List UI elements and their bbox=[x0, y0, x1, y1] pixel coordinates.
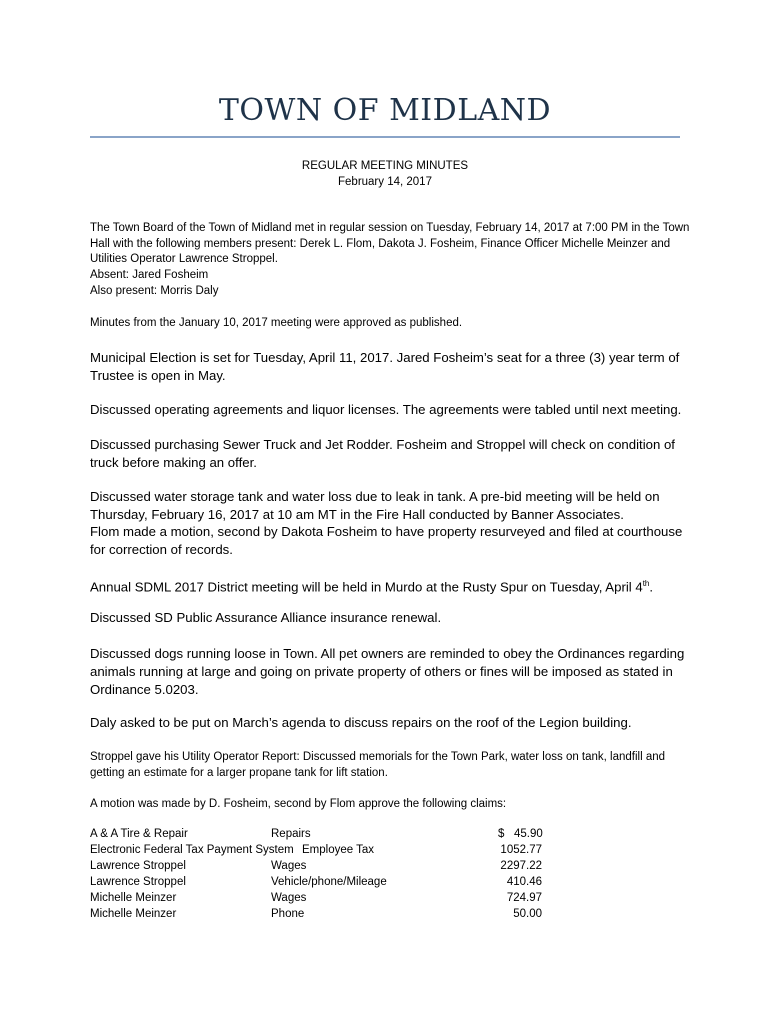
claim-row bbox=[90, 876, 550, 892]
claim-amount: 50.00 bbox=[513, 908, 542, 920]
claim-description: Vehicle/phone/Mileage bbox=[271, 876, 387, 888]
claim-description: Phone bbox=[271, 908, 305, 920]
document-subtitle: REGULAR MEETING MINUTES bbox=[301, 160, 469, 172]
sdml-text: Annual SDML 2017 District meeting will be held in Murdo at the Rusty Spur on Tuesday, April 4 bbox=[90, 579, 643, 595]
claim-payee: Michelle Meinzer bbox=[90, 908, 177, 920]
sdml-paragraph bbox=[90, 575, 690, 596]
claim-payee: A & A Tire & Repair bbox=[90, 828, 188, 840]
daly-paragraph: Daly asked to be put on March’s agenda to discuss repairs on the roof of the Legion building. bbox=[90, 715, 632, 730]
election-paragraph: Municipal Election is set for Tuesday, April 11, 2017. Jared Fosheim’s seat for a three (3) year term of Trustee is open in May. bbox=[90, 350, 680, 383]
absent-line: Absent: Jared Fosheim bbox=[90, 269, 209, 281]
claim-description: Wages bbox=[271, 860, 307, 872]
claim-row bbox=[90, 892, 550, 908]
title-divider bbox=[90, 136, 680, 138]
claim-payee: Lawrence Stroppel bbox=[90, 876, 186, 888]
dogs-paragraph: Discussed dogs running loose in Town. All pet owners are reminded to obey the Ordinances regarding animals running at large and going on private property of others or fines will be imposed as stated in Ordinance 5.0203. bbox=[90, 646, 685, 697]
claim-row bbox=[90, 860, 550, 876]
claim-description: Employee Tax bbox=[302, 844, 375, 856]
claim-description: Wages bbox=[271, 892, 307, 904]
water-storage-paragraph: Discussed water storage tank and water loss due to leak in tank. A pre-bid meeting will be held on Thursday, February 16, 2017 at 10 am MT in the Fire Hall conducted by Banner Associates. bbox=[90, 489, 660, 522]
property-motion-paragraph: Flom made a motion, second by Dakota Fosheim to have property resurveyed and filed at courthouse for correction of records. bbox=[90, 524, 683, 557]
claim-payee: Electronic Federal Tax Payment System bbox=[90, 844, 294, 856]
sewer-truck-paragraph: Discussed purchasing Sewer Truck and Jet Rodder. Fosheim and Stroppel will check on condition of truck before making an offer. bbox=[90, 437, 675, 470]
claim-row bbox=[90, 844, 550, 860]
sdml-period: . bbox=[649, 579, 654, 595]
claim-payee: Lawrence Stroppel bbox=[90, 860, 186, 872]
claim-amount: 410.46 bbox=[506, 876, 542, 888]
claim-row bbox=[90, 908, 550, 924]
minutes-approval-paragraph: Minutes from the January 10, 2017 meeting were approved as published. bbox=[90, 317, 463, 329]
also-present-line: Also present: Morris Daly bbox=[90, 285, 219, 297]
insurance-paragraph: Discussed SD Public Assurance Alliance insurance renewal. bbox=[90, 610, 442, 625]
claims-motion-paragraph: A motion was made by D. Fosheim, second by Flom approve the following claims: bbox=[90, 798, 507, 810]
utility-report-paragraph: Stroppel gave his Utility Operator Report: Discussed memorials for the Town Park, water loss on tank, landfill and getting an estimate for a larger propane tank for lift station. bbox=[90, 751, 666, 779]
intro-paragraph: The Town Board of the Town of Midland met in regular session on Tuesday, February 14, 2017 at 7:00 PM in the Town Hall with the following members present: Derek L. Flom, Dakota J. Fosheim, Finance Officer Michelle Meinzer and Utilities Operator Lawrence Stroppel. bbox=[90, 222, 690, 265]
operating-agreements-paragraph: Discussed operating agreements and liquor licenses. The agreements were tabled until next meeting. bbox=[90, 402, 682, 417]
claim-description: Repairs bbox=[271, 828, 311, 840]
claim-amount: $ 45.90 bbox=[498, 828, 543, 840]
claim-payee: Michelle Meinzer bbox=[90, 892, 177, 904]
meeting-date: February 14, 2017 bbox=[338, 176, 432, 188]
claim-amount: 724.97 bbox=[506, 892, 542, 904]
sdml-superscript: th bbox=[642, 579, 650, 588]
page-title: TOWN OF MIDLAND bbox=[218, 93, 552, 128]
claim-row bbox=[90, 828, 550, 844]
claims-table bbox=[90, 828, 550, 924]
claim-amount: 2297.22 bbox=[500, 860, 542, 872]
claim-amount: 1052.77 bbox=[500, 844, 542, 856]
